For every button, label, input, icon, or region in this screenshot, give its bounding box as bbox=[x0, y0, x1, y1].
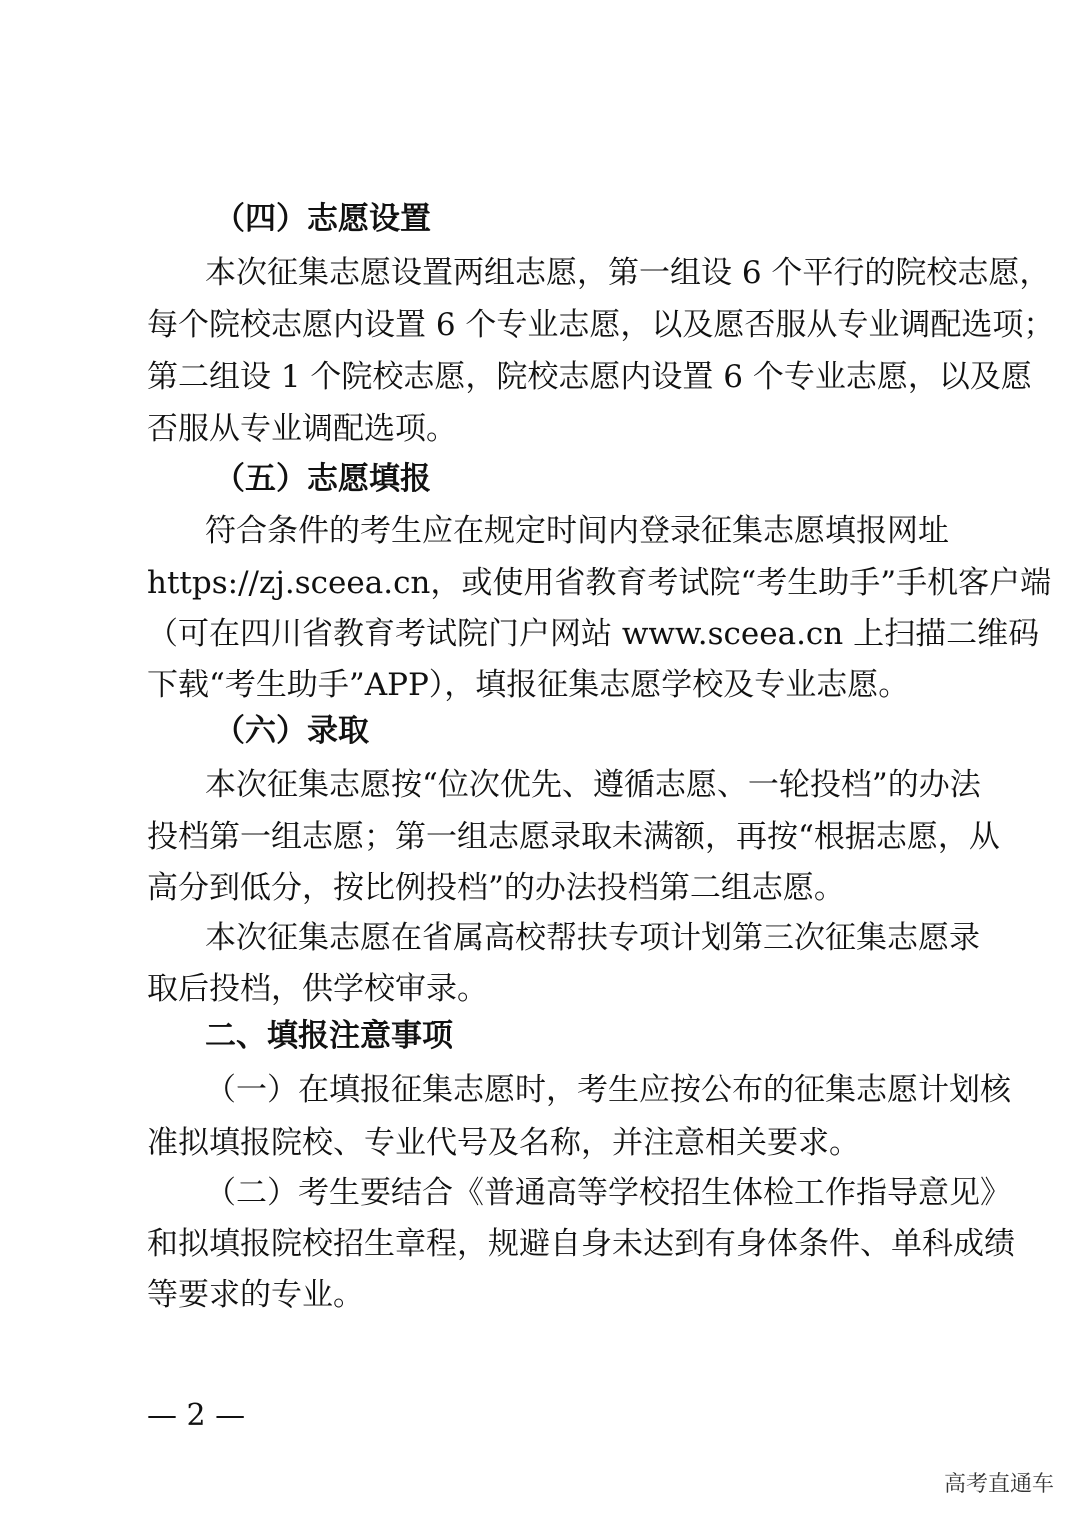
section-5-heading: （五）志愿填报 bbox=[214, 461, 431, 497]
section-4-heading: （四）志愿设置 bbox=[214, 201, 431, 237]
paragraph-line: （一）在填报征集志愿时，考生应按公布的征集志愿计划核 bbox=[205, 1072, 1011, 1108]
paragraph-line: （可在四川省教育考试院门户网站 www.sceea.cn 上扫描二维码 bbox=[147, 616, 1040, 652]
paragraph-line: 符合条件的考生应在规定时间内登录征集志愿填报网址 bbox=[205, 513, 949, 549]
paragraph-line: 取后投档，供学校审录。 bbox=[147, 971, 488, 1007]
page-number: — 2 — bbox=[147, 1398, 246, 1433]
paragraph-line: 第二组设 1 个院校志愿，院校志愿内设置 6 个专业志愿，以及愿 bbox=[147, 359, 1032, 395]
section-6-heading: （六）录取 bbox=[214, 713, 369, 749]
paragraph-line: 本次征集志愿设置两组志愿，第一组设 6 个平行的院校志愿， bbox=[205, 255, 1051, 291]
paragraph-line: 否服从专业调配选项。 bbox=[147, 411, 457, 447]
paragraph-line: 等要求的专业。 bbox=[147, 1277, 364, 1313]
watermark: 高考直通车 bbox=[944, 1472, 1055, 1497]
paragraph-line: 高分到低分，按比例投档”的办法投档第二组志愿。 bbox=[147, 870, 845, 906]
part-2-heading: 二、填报注意事项 bbox=[205, 1018, 453, 1054]
paragraph-line: https://zj.sceea.cn，或使用省教育考试院“考生助手”手机客户端 bbox=[147, 565, 1052, 601]
paragraph-line: （二）考生要结合《普通高等学校招生体检工作指导意见》 bbox=[205, 1175, 1011, 1211]
paragraph-line: 投档第一组志愿；第一组志愿录取未满额，再按“根据志愿，从 bbox=[147, 819, 1000, 855]
paragraph-line: 和拟填报院校招生章程，规避自身未达到有身体条件、单科成绩 bbox=[147, 1226, 1015, 1262]
paragraph-line: 下载“考生助手”APP），填报征集志愿学校及专业志愿。 bbox=[147, 667, 910, 703]
paragraph-line: 本次征集志愿按“位次优先、遵循志愿、一轮投档”的办法 bbox=[205, 767, 981, 803]
paragraph-line: 准拟填报院校、专业代号及名称，并注意相关要求。 bbox=[147, 1125, 860, 1161]
paragraph-line: 每个院校志愿内设置 6 个专业志愿，以及愿否服从专业调配选项； bbox=[147, 307, 1055, 343]
paragraph-line: 本次征集志愿在省属高校帮扶专项计划第三次征集志愿录 bbox=[205, 920, 980, 956]
